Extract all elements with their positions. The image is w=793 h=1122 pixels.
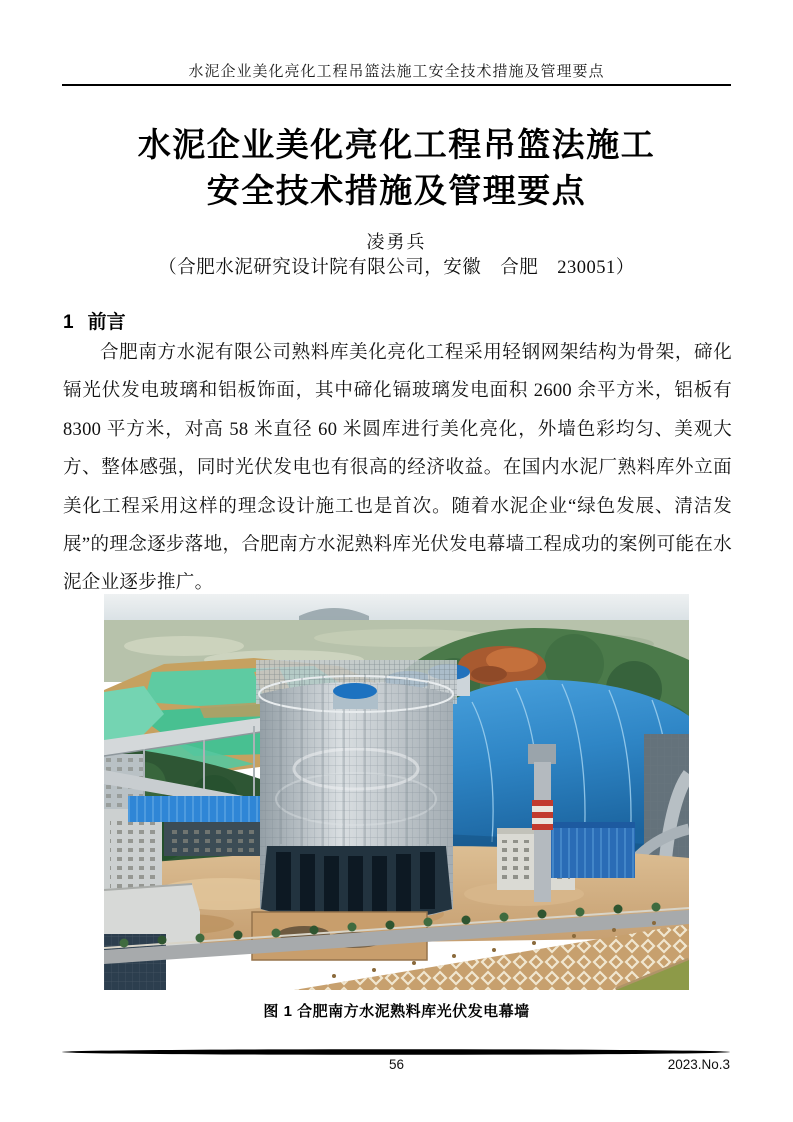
title-line-1: 水泥企业美化亮化工程吊篮法施工 (137, 126, 656, 163)
section-heading (63, 307, 126, 334)
plant-photo (104, 594, 689, 990)
figure-1 (104, 594, 689, 990)
author-name: 凌勇兵 (366, 232, 427, 252)
footer-rule (62, 1049, 731, 1055)
header-rule (62, 84, 731, 86)
page-number: 56 (388, 1057, 405, 1072)
article-title (0, 122, 793, 214)
section-title: 前言 (87, 312, 126, 333)
affiliation: （合肥水泥研究设计院有限公司，安徽 合肥 230051） (158, 258, 635, 278)
issue-number: 2023.No.3 (667, 1057, 730, 1072)
running-header: 水泥企业美化亮化工程吊篮法施工安全技术措施及管理要点 (188, 64, 605, 80)
title-line-2: 安全技术措施及管理要点 (206, 172, 587, 209)
intro-paragraph: 合肥南方水泥有限公司熟料库美化亮化工程采用轻钢网架结构为骨架，碲化镉光伏发电玻璃和铝板饰面，其中碲化镉玻璃发电面积 2600 余平方米，铝板有 8300 平方米，对高 58 米直径 60 米圆库进行美化亮化，外墙色彩均匀、美观大方、整体感强，同时光伏发电也有很高的经济收益。在国内水泥厂熟料库外立面美化工程采用这样的理念设计施工也是首次。随着水泥企业“绿色发展、清洁发展”的理念逐步落地，合肥南方水泥熟料库光伏发电幕墙工程成功的案例可能在水泥企业逐步推广。 (63, 343, 732, 594)
figure-caption: 图 1 合肥南方水泥熟料库光伏发电幕墙 (263, 1003, 530, 1020)
section-number: 1 (63, 312, 74, 333)
